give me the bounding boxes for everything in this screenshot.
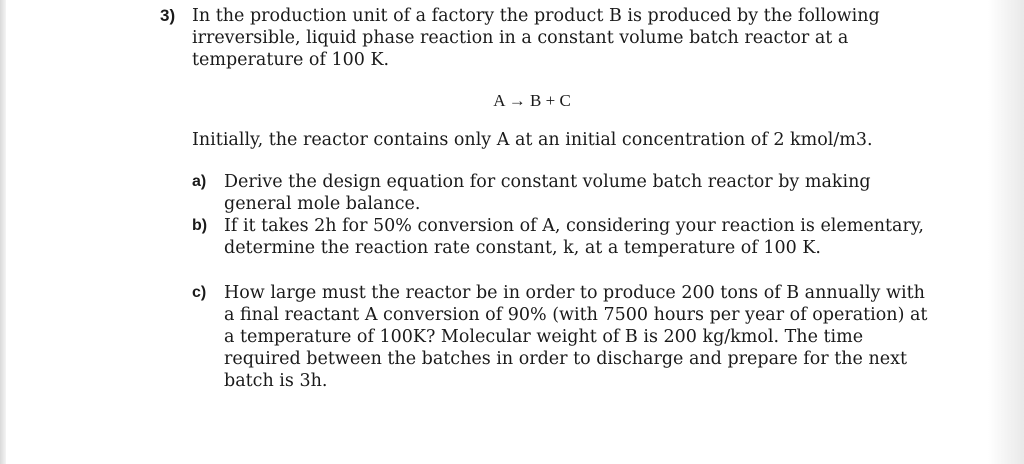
page-edge-shadow-right <box>988 0 1024 464</box>
reaction-equation-line <box>0 90 1024 112</box>
question-number: 3) <box>160 6 176 25</box>
part-b-label: b) <box>192 217 208 234</box>
part-c-text: How large must the reactor be in order to produce 200 tons of B annually with a final reactant A conversion of 90% (with 7500 hours per year of operation) at a temperature of 100K? Molecular weight of B is 200 kg/kmol. The time required between the batches in order to discharge and prepare for the next batch is 3h. <box>224 283 928 391</box>
part-a-label: a) <box>192 173 207 190</box>
part-b-text: If it takes 2h for 50% conversion of A, considering your reaction is elementary, determine the reaction rate constant, k, at a temperature of 100 K. <box>224 216 924 258</box>
part-a-text: Derive the design equation for constant volume batch reactor by making general mole balance. <box>224 172 871 214</box>
reaction-equation: A → B + C <box>493 91 571 110</box>
question-text: In the production unit of a factory the product B is produced by the following irreversible, liquid phase reaction in a constant volume batch reactor at a temperature of 100 K. <box>192 6 880 70</box>
initial-condition-text: Initially, the reactor contains only A at an initial concentration of 2 kmol/m3. <box>192 130 873 150</box>
page-edge-shadow-left <box>0 0 6 464</box>
part-c-label: c) <box>192 284 207 301</box>
